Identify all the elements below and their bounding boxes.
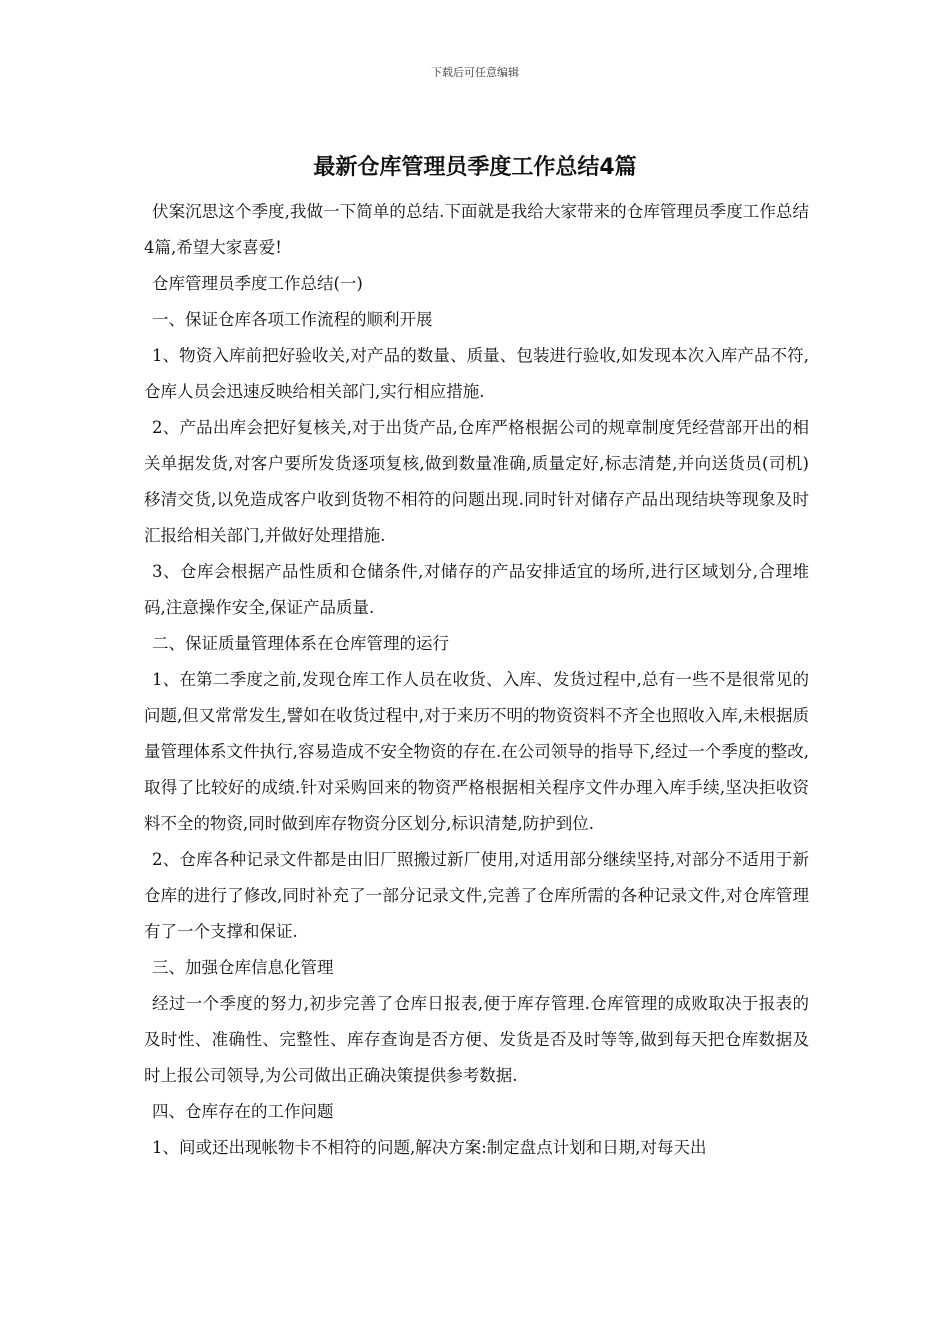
intro-paragraph: 伏案沉思这个季度,我做一下简单的总结.下面就是我给大家带来的仓库管理员季度工作总结4篇,希望大家喜爱! [144,202,809,257]
paragraph-3-1: 经过一个季度的努力,初步完善了仓库日报表,便于库存管理.仓库管理的成败取决于报表的及时性、准确性、完整性、库存查询是否方便、发货是否及时等等,做到每天把仓库数据及时上报公司领导,为公司做出正确决策提供参考数据. [144,994,809,1085]
paragraph-4-1: 1、间或还出现帐物卡不相符的问题,解决方案:制定盘点计划和日期,对每天出 [152,1138,707,1157]
paragraph-1-1: 1、物资入库前把好验收关,对产品的数量、质量、包装进行验收,如发现本次入库产品不符,仓库人员会迅速反映给相关部门,实行相应措施. [144,346,809,401]
heading-three: 三、加强仓库信息化管理 [152,958,334,977]
paragraph-2-2: 2、仓库各种记录文件都是由旧厂照搬过新厂使用,对适用部分继续坚持,对部分不适用于新仓库的进行了修改,同时补充了一部分记录文件,完善了仓库所需的各种记录文件,对仓库管理有了一个支撑和保证. [144,850,809,941]
document-title: 最新仓库管理员季度工作总结4篇 [313,155,637,180]
paragraph-2-1: 1、在第二季度之前,发现仓库工作人员在收货、入库、发货过程中,总有一些不是很常见的问题,但又常常发生,譬如在收货过程中,对于来历不明的物资资料不齐全也照收入库,未根据质量管理体系文件执行,容易造成不安全物资的存在.在公司领导的指导下,经过一个季度的整改,取得了比较好的成绩.针对采购回来的物资严格根据相关程序文件办理入库手续,坚决拒收资料不全的物资,同时做到库存物资分区划分,标识清楚,防护到位. [144,670,809,833]
header-note: 下载后可任意编辑 [431,66,519,79]
heading-two: 二、保证质量管理体系在仓库管理的运行 [152,634,449,653]
document-body [144,194,809,1166]
heading-four: 四、仓库存在的工作问题 [152,1102,334,1121]
section-title-part-one: 仓库管理员季度工作总结(一) [152,274,363,293]
heading-one: 一、保证仓库各项工作流程的顺利开展 [152,310,433,329]
paragraph-1-3: 3、仓库会根据产品性质和仓储条件,对储存的产品安排适宜的场所,进行区域划分,合理堆码,注意操作安全,保证产品质量. [144,562,809,617]
paragraph-1-2: 2、产品出库会把好复核关,对于出货产品,仓库严格根据公司的规章制度凭经营部开出的相关单据发货,对客户要所发货逐项复核,做到数量准确,质量定好,标志清楚,并向送货员(司机)移清交货,以免造成客户收到货物不相符的问题出现.同时针对储存产品出现结块等现象及时汇报给相关部门,并做好处理措施. [144,418,809,545]
